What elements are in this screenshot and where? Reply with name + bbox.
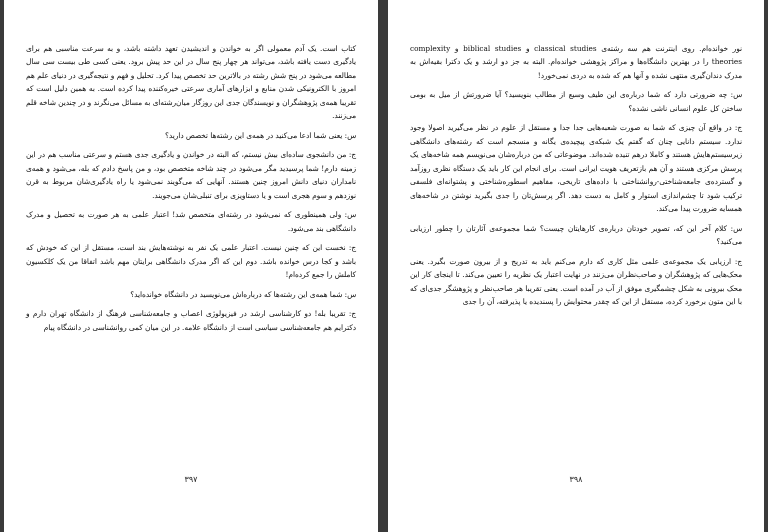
left-page bbox=[4, 0, 378, 532]
paragraph: کتاب است. یک آدم معمولی اگر به خواندن و اندیشیدن تعهد داشته باشد، و به سرعت مناسبی هم برای یادگیری دست یافته باشد، می‌تواند هر چهار پنج سال در این حد پیش برود. یعنی کسی طی بیست سی سال مطالعه می‌شود در پنج شش رشته در بالاترین حد تخصص پیدا کرد. تحلیل و فهم و نتیجه‌گیری در دنیای علم هم امروز با الکترونیکی شدن منابع و ابزارهای آماری سرعتی خیره‌کننده پیدا کرده است. به همین دلیل است که تقریبا همه‌ی پژوهشگران و نویسندگان جدی این روزگار میان‌رشته‌ای به مسائل می‌نگرند و در چندین شاخه قلم می‌زنند. bbox=[25, 44, 356, 121]
question: س: شما همه‌ی این رشته‌ها که درباره‌اش می‌نویسید در دانشگاه خوانده‌اید؟ bbox=[130, 289, 356, 299]
answer: ج: من دانشجوی ساده‌ای بیش نیستم، که البته در خواندن و یادگیری جدی هستم و سرعتی مناسب هم در این زمینه دارم! شما پرسیدید مگر می‌شود در چند شاخه متخصص بود، و من پاسخ دادم که بله، می‌شود و همه‌ی نامداران دنیای دانش امروز چنین هستند. آنهایی که می‌گویند نمی‌شود یا راه یادگیری‌شان مربوط به قرن نوزدهم و سوم هجری است و یا دستاویزی برای تنبلی‌شان می‌جویند. bbox=[26, 150, 356, 200]
paragraph: نور خوانده‌ام. روی اینترنت هم سه رشته‌ی classical studies و biblical studies و complexity theories را در بهترین دانشگاه‌ها و مراکز پژوهشی خوانده‌ام. البته به جز دو ارشد و یک دکترا بقیه‌اش به مدرک دندان‌گیری منتهی نشده و آنها هم که شده به دردی نمی‌خورد! bbox=[410, 44, 742, 80]
question: س: کلام آخر این که، تصویر خودتان درباره‌ی کارهایتان چیست؟ شما مجموعه‌ی آثارتان را چطور ارزیابی می‌کنید؟ bbox=[410, 223, 742, 247]
question: س: چه ضرورتی دارد که شما درباره‌ی این طیف وسیع از مطالب بنویسید؟ آیا ضرورتش از میل به بومی ساختن کل علوم انسانی ناشی نشده؟ bbox=[410, 90, 742, 113]
page-number: ۳۹۸ bbox=[569, 475, 583, 484]
right-page bbox=[388, 0, 764, 532]
question: س: ولی همینطوری که نمی‌شود در رشته‌ای متخصص شد! اعتبار علمی به هر صورت به تحصیل و مدرک دانشگاهی بند می‌شود. bbox=[26, 210, 356, 233]
answer: ج: در واقع آن چیزی که شما به صورت شعبه‌هایی جدا جدا و مستقل از علوم در نظر می‌گیرید اصولا وجود ندارد. سیستم دانایی چنان که گفتم یک شبکه‌ی پیچیده‌ی یگانه و منسجم است که رشته‌های دانشگاهی زیرسیستم‌هایش هستند و کاملا درهم تنیده شده‌اند. موضوعاتی که من درباره‌شان می‌نویسم همه شاخه‌های یک پرسش مرکزی هستند و آن هم بازتعریف هویت ایرانی است. برای انجام این کار باید یک دستگاه نظری روزآمد و گسترده‌ی جامعه‌شناختی-روانشناختی با داده‌های تاریخی، مفاهیم اسطوره‌شناختی و پشتوانه‌ای فلسفی ترکیب شود تا چشم‌اندازی استوار و کامل به دست دهد. اگر پرسش‌تان را جدی بگیرید نوشتن در شاخه‌های همسایه ضرورت پیدا می‌کند. bbox=[410, 123, 742, 214]
right-page-body bbox=[410, 42, 742, 315]
answer: ج: تقریبا بله! دو کارشناسی ارشد در فیزیولوژی اعصاب و جامعه‌شناسی فرهنگ از دانشگاه تهران دارم و دکترایم هم جامعه‌شناسی سیاسی است از دانشگاه علامه. در این میان کمی روانشناسی در دانشگاه پیام bbox=[26, 309, 356, 332]
answer: ج: نخست این که چنین نیست. اعتبار علمی یک نفر به نوشته‌هایش بند است، مستقل از این که خودش که باشد و کجا درس خوانده باشد. دوم این که اگر مدرک دانشگاهی برایتان مهم باشد اتفاقا من یک کلکسیون کاملش را جمع کرده‌ام! bbox=[26, 243, 356, 280]
left-page-body bbox=[26, 42, 356, 340]
page-number: ۳۹۷ bbox=[184, 475, 198, 484]
question: س: یعنی شما ادعا می‌کنید در همه‌ی این رشته‌ها تخصص دارید؟ bbox=[165, 130, 356, 140]
answer: ج: ارزیابی یک مجموعه‌ی علمی مثل کاری که دارم می‌کنم باید به تدریج و از بیرون صورت بگیرد. یعنی محک‌هایی که پژوهشگران و صاحب‌نظران می‌زنند در نهایت اعتبار یک نظریه را تعیین می‌کند. تا اینجای کار این محک بیرونی به شکل چشمگیری موفق از آب در آمده است. یعنی تقریبا هر صاحب‌نظر و پژوهشگر جدی‌ای که با این متون برخورد کرده، مستقل از این که چقدر محتوایش را پسندیده یا پذیرفته، آن را جدی bbox=[410, 256, 742, 307]
